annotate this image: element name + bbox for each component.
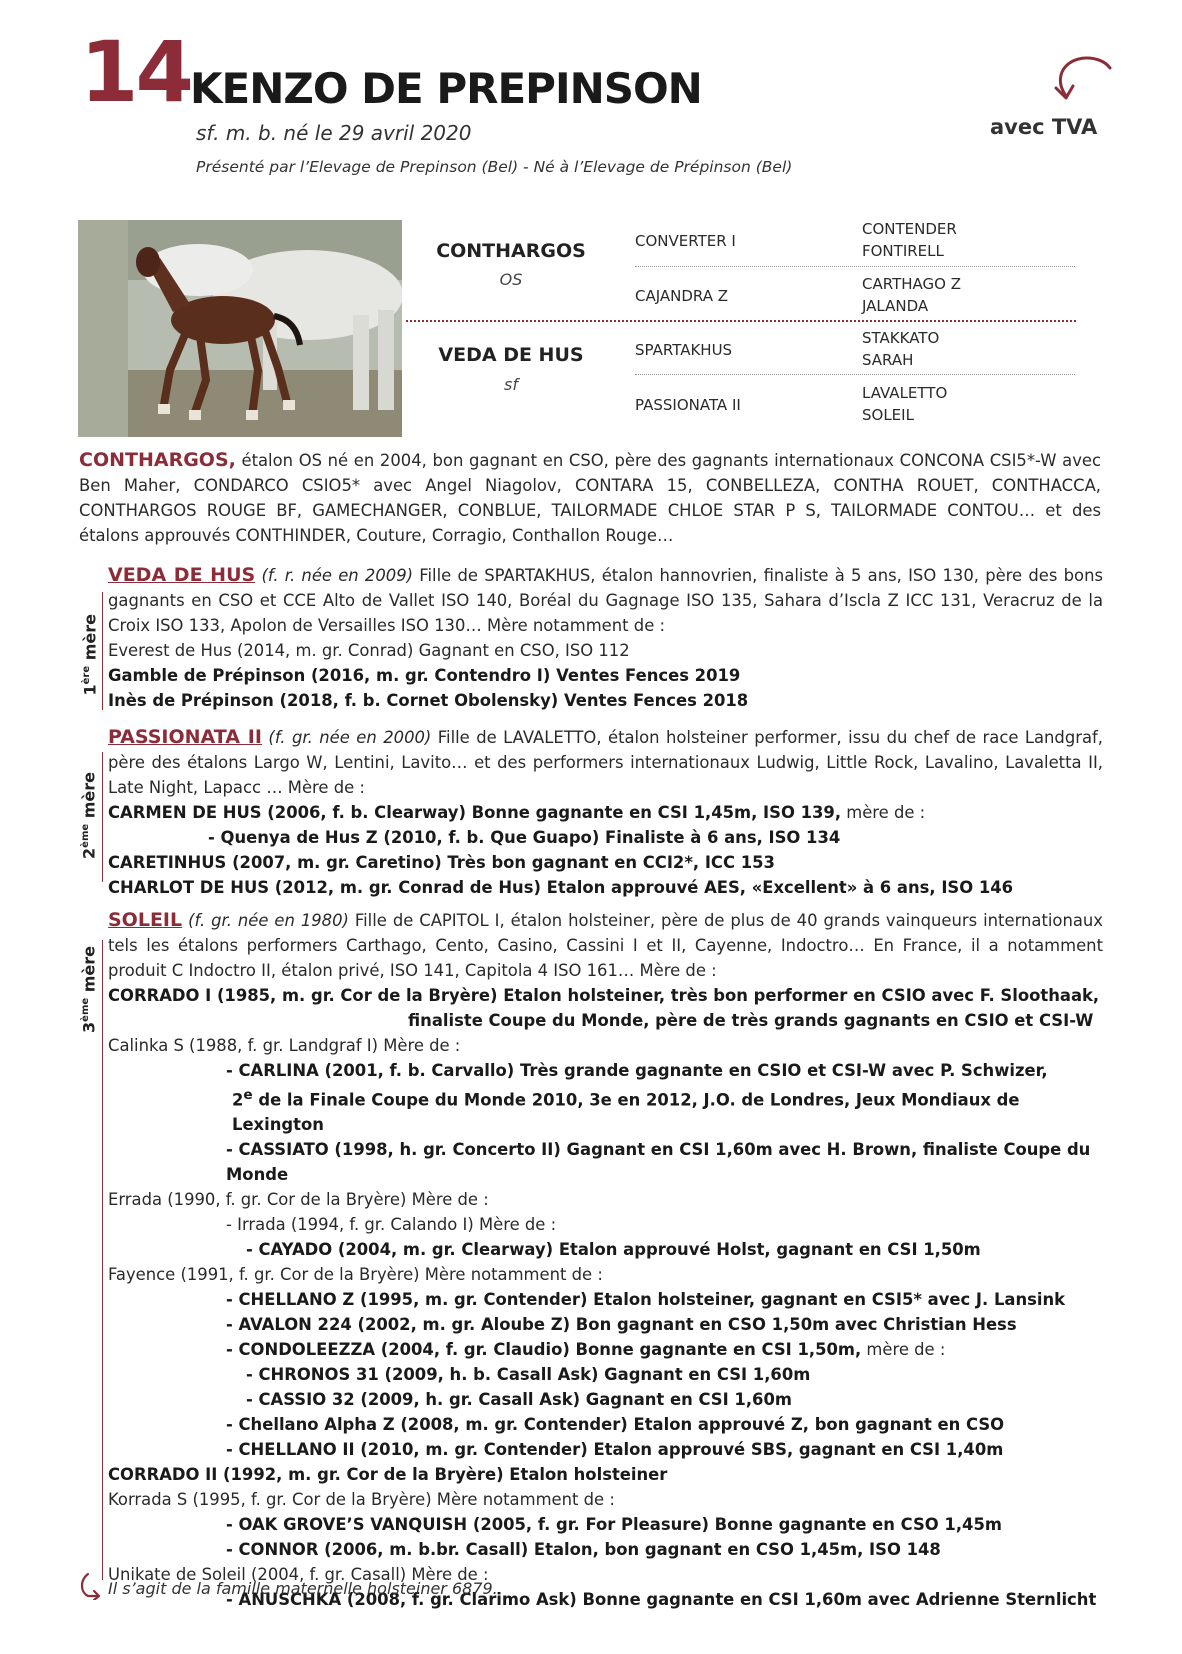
pedigree-great-grandparent: LAVALETTO [862, 384, 948, 402]
footer-note: Il s’agit de la famille maternelle holsteiner 6879. [108, 1579, 498, 1598]
mere2-produce: CARMEN DE HUS (2006, f. b. Clearway) Bonne gagnante en CSI 1,45m, ISO 139, mère de : [108, 803, 926, 822]
mere3-produce: - CAYADO (2004, m. gr. Clearway) Etalon approuvé Holst, gagnant en CSI 1,50m [246, 1240, 981, 1260]
mere1-bar [102, 592, 103, 710]
hook-arrow-icon [78, 1572, 102, 1600]
mere1-produce: Everest de Hus (2014, m. gr. Conrad) Gagnant en CSO, ISO 112 [108, 641, 630, 660]
tva-label: avec TVA [990, 115, 1098, 139]
mere1-section [108, 563, 1103, 713]
mere3-name: SOLEIL [108, 909, 183, 931]
pedigree-great-grandparent: CONTENDER [862, 220, 957, 238]
mere3-produce: - CHRONOS 31 (2009, h. b. Casall Ask) Gagnant en CSI 1,60m [246, 1365, 811, 1385]
mere3-produce: Calinka S (1988, f. gr. Landgraf I) Mère de : [108, 1036, 461, 1055]
pedigree-grandparent: PASSIONATA II [635, 396, 741, 414]
mere3-produce: - CHELLANO II (2010, m. gr. Contender) Etalon approuvé SBS, gagnant en CSI 1,40m [226, 1440, 1004, 1460]
mere3-text: Fille de CAPITOL I, étalon holsteiner, père de plus de 40 grands vainqueurs internationaux tels les étalons performers Carthago, Cento, Casino, Cassini I et II, Cayenne, Indoctro… En France, il a notamment produit C Indoctro II, étalon privé, ISO 141, Capitola 4 ISO 161… Mère de : [108, 911, 1103, 980]
horse-name: KENZO DE PREPINSON [190, 64, 702, 113]
mere2-text: Fille de LAVALETTO, étalon holsteiner performer, issu du chef de race Landgraf, père des étalons Largo W, Lentini, Lavito… et des performers internationaux Ludwig, Little Rock, Lavalino, Lavaletta II, Late Night, Lapacc … Mère de : [108, 728, 1104, 797]
mere1-name: VEDA DE HUS [108, 564, 256, 586]
mere2-produce: CHARLOT DE HUS (2012, m. gr. Conrad de Hus) Etalon approuvé AES, «Excellent» à 6 ans, ISO 146 [108, 878, 1014, 897]
pedigree-great-grandparent: SARAH [862, 351, 914, 369]
mere1-produce: Gamble de Prépinson (2016, m. gr. Contendro I) Ventes Fences 2019 [108, 666, 741, 685]
mere2-info: (f. gr. née en 2000) [268, 728, 432, 747]
mere2-bar [102, 752, 103, 882]
mere3-produce: - CONNOR (2006, m. b.br. Casall) Etalon, bon gagnant en CSO 1,45m, ISO 148 [226, 1540, 941, 1560]
mere3-produce: - AVALON 224 (2002, m. gr. Aloube Z) Bon gagnant en CSO 1,50m avec Christian Hess [226, 1315, 1017, 1335]
sire-description [79, 448, 1101, 548]
mere3-produce: CORRADO II (1992, m. gr. Cor de la Bryère) Etalon holsteiner [108, 1465, 668, 1485]
pedigree-grandparent: SPARTAKHUS [635, 341, 733, 359]
mere2-produce: - Quenya de Hus Z (2010, f. b. Que Guapo) Finaliste à 6 ans, ISO 134 [208, 828, 841, 847]
mere3-produce: 2e de la Finale Coupe du Monde 2010, 3e en 2012, J.O. de Londres, Jeux Mondiaux de Lexington [232, 1087, 1020, 1135]
mere3-produce: - Chellano Alpha Z (2008, m. gr. Contender) Etalon approuvé Z, bon gagnant en CSO [226, 1415, 1005, 1435]
horse-subtitle: sf. m. b. né le 29 avril 2020 [196, 121, 472, 145]
pedigree-great-grandparent: CARTHAGO Z [862, 275, 961, 293]
pedigree-dam-breed: sf [504, 375, 518, 394]
mere3-info: (f. gr. née en 1980) [188, 911, 349, 930]
mere3-produce: - OAK GROVE’S VANQUISH (2005, f. gr. For Pleasure) Bonne gagnante en CSO 1,45m [226, 1515, 1002, 1535]
foal-photo [78, 220, 402, 437]
mere1-text: Fille de SPARTAKHUS, étalon hannovrien, finaliste à 5 ans, ISO 130, père des bons gagnants en CSO et CCE Alto de Vallet ISO 140, Boréal du Gagnage ISO 135, Sahara d’Iscla Z ICC 131, Veracruz de la Croix ISO 133, Apolon de Versailles ISO 130… Mère notamment de : [108, 566, 1103, 635]
mere3-produce: Unikate de Soleil (2004, f. gr. Casall) Mère de : [108, 1565, 489, 1585]
pedigree-great-grandparent: FONTIRELL [862, 242, 944, 260]
mere1-label: 1ère mère [80, 614, 100, 696]
pedigree-grandparent: CAJANDRA Z [635, 287, 729, 305]
mere3-produce: - CASSIO 32 (2009, h. gr. Casall Ask) Gagnant en CSI 1,60m [246, 1390, 792, 1410]
mere3-produce: finaliste Coupe du Monde, père de très grands gagnants en CSIO et CSI-W [408, 1011, 1094, 1030]
curved-arrow-icon [1040, 50, 1120, 110]
mere3-produce: - CASSIATO (1998, h. gr. Concerto II) Gagnant en CSI 1,60m avec H. Brown, finaliste Coupe du Monde [226, 1140, 1091, 1185]
mere3-produce: - CHELLANO Z (1995, m. gr. Contender) Etalon holsteiner, gagnant en CSI5* avec J. Lansink [226, 1290, 1066, 1310]
mere3-produce: - CONDOLEEZZA (2004, f. gr. Claudio) Bonne gagnante en CSI 1,50m, mère de : [226, 1340, 946, 1360]
mere3-section [108, 908, 1103, 1612]
mere2-label: 2ème mère [79, 772, 99, 859]
pedigree-divider-main [406, 320, 1076, 322]
sire-text: étalon OS né en 2004, bon gagnant en CSO, père des gagnants internationaux CONCONA CSI5*-W avec Ben Maher, CONDARCO CSIO5* avec Angel Niagolov, CONTARA 15, CONBELLEZA, CONTHA ROUET, CONTHACCA, CONTHARGOS ROUGE BF, GAMECHANGER, CONBLUE, TAILORMADE CHLOE STAR P S, TAILORMADE CONTOU… et des étalons approuvés CONTHINDER, Couture, Corragio, Conthallon Rouge… [79, 451, 1101, 545]
mere3-produce: Fayence (1991, f. gr. Cor de la Bryère) Mère notamment de : [108, 1265, 603, 1285]
mere1-produce: Inès de Prépinson (2018, f. b. Cornet Obolensky) Ventes Fences 2018 [108, 691, 749, 710]
pedigree-great-grandparent: SOLEIL [862, 406, 914, 424]
sire-name: CONTHARGOS, [79, 449, 236, 471]
mere3-bar [102, 940, 103, 1580]
mere3-label: 3ème mère [79, 946, 99, 1033]
mere3-produce: CORRADO I (1985, m. gr. Cor de la Bryère) Etalon holsteiner, très bon performer en CSIO avec F. Sloothaak, [108, 986, 1100, 1005]
pedigree-great-grandparent: STAKKATO [862, 329, 940, 347]
mere2-section [108, 725, 1103, 900]
pedigree-great-grandparent: JALANDA [862, 297, 929, 315]
mere3-produce: Errada (1990, f. gr. Cor de la Bryère) Mère de : [108, 1190, 489, 1210]
mere2-produce: CARETINHUS (2007, m. gr. Caretino) Très bon gagnant en CCI2*, ICC 153 [108, 853, 775, 872]
pedigree-divider [635, 266, 1075, 267]
pedigree-grandparent: CONVERTER I [635, 232, 736, 250]
mere3-produce: - ANUSCHKA (2008, f. gr. Clarimo Ask) Bonne gagnante en CSI 1,60m avec Adrienne Sternlicht [226, 1590, 1097, 1610]
lot-number: 14 [80, 23, 191, 121]
pedigree-sire-breed: OS [499, 270, 523, 289]
presented-by: Présenté par l’Elevage de Prepinson (Bel) - Né à l’Elevage de Prépinson (Bel) [196, 158, 793, 176]
mere1-info: (f. r. née en 2009) [261, 566, 414, 585]
pedigree-dam: VEDA DE HUS [438, 344, 584, 366]
pedigree-sire: CONTHARGOS [436, 240, 586, 262]
mere3-produce: - CARLINA (2001, f. b. Carvallo) Très grande gagnante en CSIO et CSI-W avec P. Schwizer, [226, 1061, 1048, 1080]
mere2-name: PASSIONATA II [108, 726, 262, 748]
mere3-produce: - Irrada (1994, f. gr. Calando I) Mère de : [226, 1215, 557, 1235]
mere3-produce: Korrada S (1995, f. gr. Cor de la Bryère) Mère notamment de : [108, 1490, 615, 1510]
pedigree-divider [635, 374, 1075, 375]
